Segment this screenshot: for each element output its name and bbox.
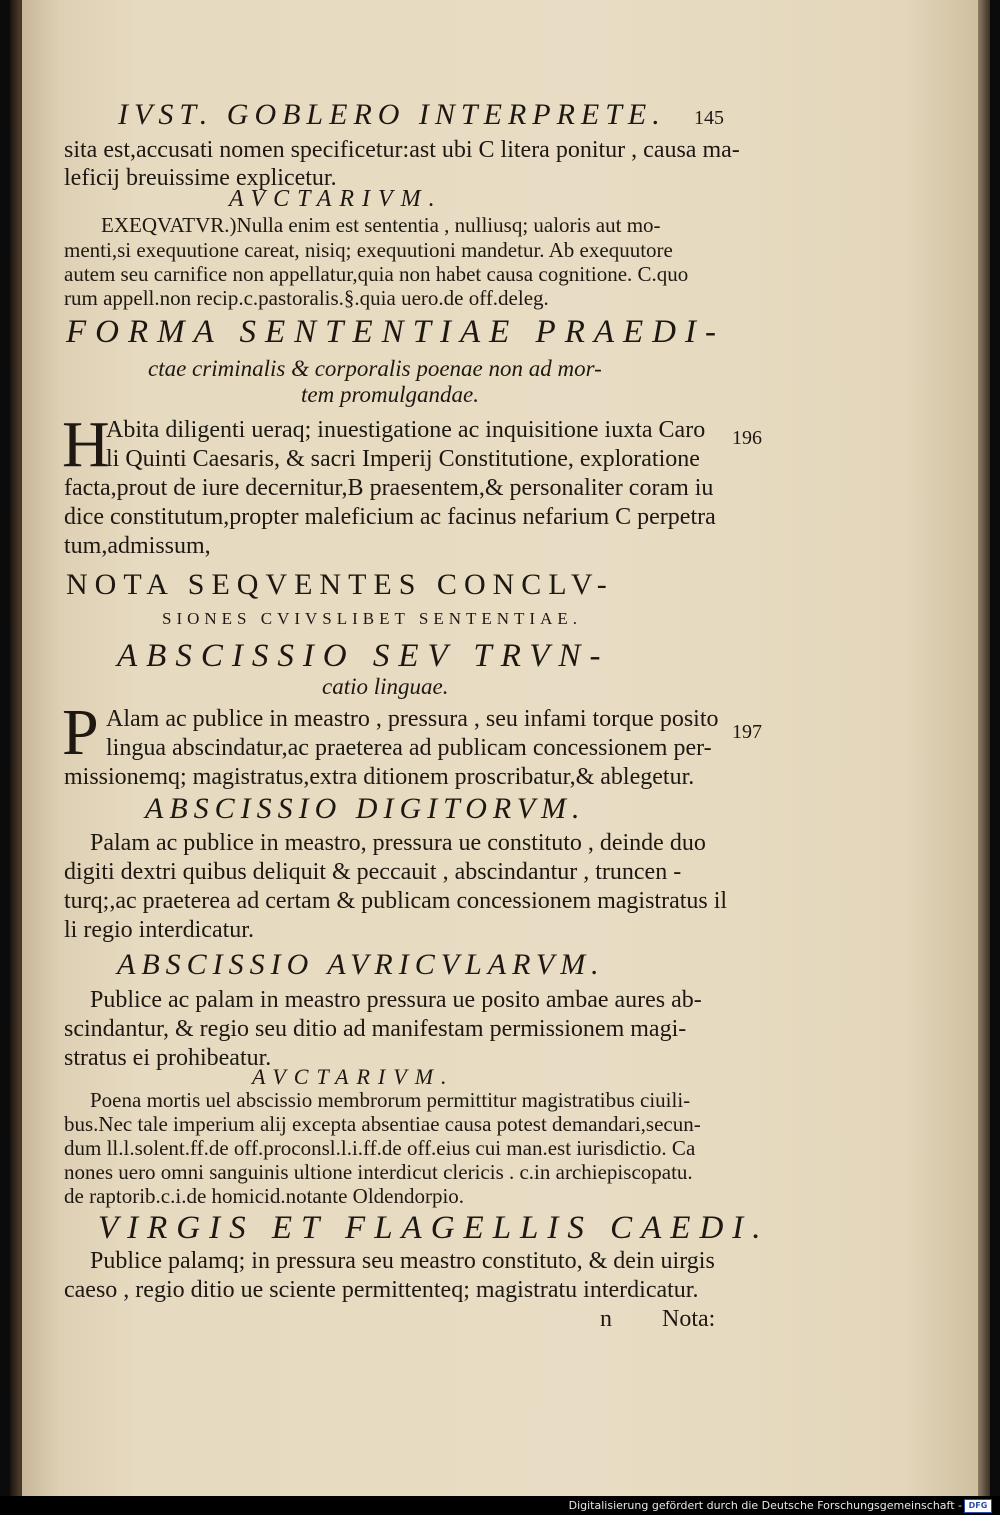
- text-line: dice constitutum,propter maleficium ac facinus nefarium C perpetra: [64, 504, 716, 530]
- text-line: sita est,accusati nomen specificetur:ast ubi C litera ponitur , causa ma-: [64, 137, 740, 163]
- section-heading: FORMA SENTENTIAE PRAEDI-: [66, 314, 725, 350]
- section-heading: NOTA SEQVENTES CONCLV-: [66, 568, 614, 601]
- text-line: Abita diligenti ueraq; inuestigatione ac inquisitione iuxta Caro: [106, 417, 706, 443]
- text-line: li regio interdicatur.: [64, 917, 254, 943]
- section-subheading: SIONES CVIVSLIBET SENTENTIAE.: [162, 609, 582, 628]
- page-edge: [978, 0, 990, 1496]
- text-line: rum appell.non recip.c.pastoralis.§.quia uero.de off.deleg.: [64, 286, 549, 310]
- text-line: dum ll.l.solent.ff.de off.proconsl.l.i.ff.de off.eius cui man.est iurisdictio. Ca: [64, 1136, 696, 1160]
- text-line: autem seu carnifice non appellatur,quia non habet causa cognitione. C.quo: [64, 262, 689, 286]
- text-line: EXEQVATVR.)Nulla enim est sententia , nulliusq; ualoris aut mo-: [101, 213, 661, 237]
- footer-bar: [0, 1496, 1000, 1515]
- section-subheading: catio linguae.: [322, 674, 449, 699]
- text-line: menti,si exequutione careat, nisiq; exequutioni mandetur. Ab exequutore: [64, 238, 673, 262]
- text-line: li Quinti Caesaris, & sacri Imperij Constitutione, exploratione: [106, 446, 700, 472]
- section-heading: ABSCISSIO SEV TRVN-: [117, 638, 610, 674]
- section-heading: ABSCISSIO DIGITORVM.: [145, 792, 586, 825]
- text-line: Publice ac palam in meastro pressura ue posito ambae aures ab-: [90, 987, 702, 1013]
- margin-number: 197: [732, 721, 762, 743]
- running-head: IVST. GOBLERO INTERPRETE.: [118, 98, 666, 131]
- text-line: leficij breuissime explicetur.: [64, 165, 337, 191]
- text-line: bus.Nec tale imperium alij excepta absentiae causa potest demandari,secun-: [64, 1112, 701, 1136]
- dfg-logo: [964, 1499, 992, 1513]
- text-line: stratus ei prohibeatur.: [64, 1045, 272, 1071]
- text-line: caeso , regio ditio ue sciente permittenteq; magistratu interdicatur.: [64, 1277, 699, 1303]
- drop-cap: H: [62, 408, 110, 481]
- drop-cap: P: [62, 696, 99, 769]
- text-line: Publice palamq; in pressura seu meastro constituto, & dein uirgis: [90, 1248, 715, 1274]
- margin-number: 196: [732, 427, 762, 449]
- book-page: [22, 0, 980, 1496]
- text-line: digiti dextri quibus deliquit & peccauit , abscindantur , truncen -: [64, 859, 682, 885]
- funding-notice: Digitalisierung gefördert durch die Deutsche Forschungsgemeinschaft -: [568, 1499, 962, 1512]
- dfg-logo-text: DFG: [968, 1501, 988, 1510]
- section-heading: AVCTARIVM.: [252, 1064, 455, 1089]
- section-heading: VIRGIS ET FLAGELLIS CAEDI.: [98, 1210, 770, 1246]
- text-line: Alam ac publice in meastro , pressura , seu infami torque posito: [106, 706, 719, 732]
- section-subheading: ctae criminalis & corporalis poenae non ad mor-: [148, 356, 602, 381]
- text-line: missionemq; magistratus,extra ditionem proscribatur,& ablegetur.: [64, 764, 695, 790]
- text-line: de raptorib.c.i.de homicid.notante Oldendorpio.: [64, 1184, 465, 1208]
- section-heading: ABSCISSIO AVRICVLARVM.: [117, 948, 605, 981]
- page-number: 145: [694, 107, 724, 129]
- section-subheading: tem promulgandae.: [301, 382, 480, 407]
- text-line: tum,admissum,: [64, 533, 211, 559]
- text-line: facta,prout de iure decernitur,B praesentem,& personaliter coram iu: [64, 475, 714, 501]
- text-line: Palam ac publice in meastro, pressura ue constituto , deinde duo: [90, 830, 706, 856]
- text-line: Poena mortis uel abscissio membrorum permittitur magistratibus ciuili-: [90, 1088, 691, 1112]
- text-line: nones uero omni sanguinis ultione interdicut clericis . c.in archiepiscopatu.: [64, 1160, 693, 1184]
- catchword: Nota:: [662, 1306, 716, 1332]
- section-heading: AVCTARIVM.: [229, 186, 443, 212]
- signature-mark: n: [600, 1306, 612, 1332]
- text-line: lingua abscindatur,ac praeterea ad publicam concessionem per-: [106, 735, 712, 761]
- text-line: scindantur, & regio seu ditio ad manifestam permissionem magi-: [64, 1016, 687, 1042]
- text-line: turq;,ac praeterea ad certam & publicam concessionem magistratus il: [64, 888, 728, 914]
